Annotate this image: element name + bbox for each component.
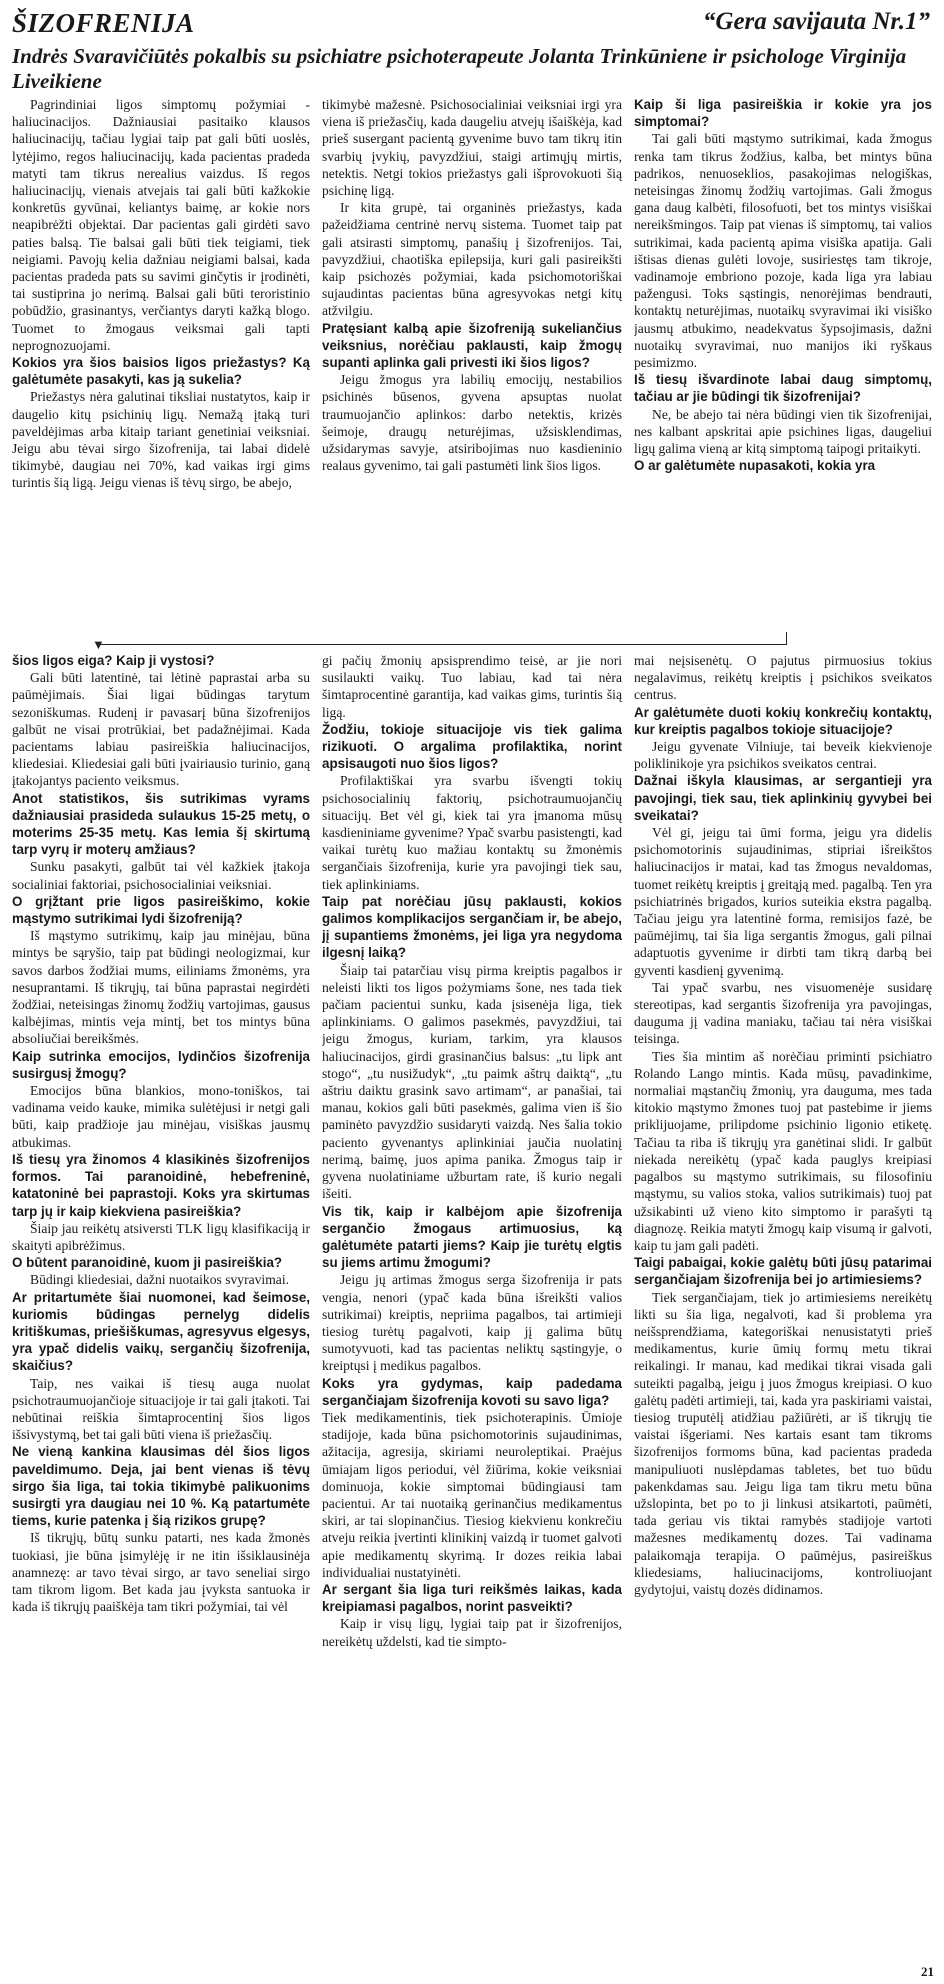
interview-question: Kaip ši liga pasireiškia ir kokie yra jos simptomai? <box>634 97 932 130</box>
interview-question: Iš tiesų yra žinomos 4 klasikinės šizofrenijos formos. Tai paranoidinė, hebefreninė, katatoninė bei paprastoji. Koks yra skirtumas tarp jų ir kaip kiekviena pasireiškia? <box>12 1151 310 1219</box>
answer-paragraph: Jeigu žmogus yra labilių emocijų, nestabilios psichinės būsenos, gyvena apsuptas nuolat traumuojančio aplinkos: darbo netektis, krizės šeimoje, draugų neturėjimas, užsisklendimas, užsidarymas savyje, atsiribojimas nuo kasdieninio realaus gyvenimo, tai gali pastumėti link šios ligos. <box>322 372 622 474</box>
answer-paragraph: Emocijos būna blankios, mono-toniškos, tai vadinama veido kauke, mimika sulėtėjusi ir netgi gali būti, kaip pradžioje jau minėjau, visiškas jausmų atbukimas. <box>12 1083 310 1150</box>
answer-paragraph: tikimybė mažesnė. Psichosocialiniai veiksniai irgi yra viena iš priežasčių, kada daugeliu atvejų išaiškėja, kad prieš susergant pacientą gyvenime buvo tam tikrų itin svarbių įvykių, pavyzdžiui, staigi artimųjų mirtis, netektis. Netgi tokios priežastys gali išprovokuoti šią psichinę ligą. <box>322 97 622 199</box>
interview-question: Ar pritartumėte šiai nuomonei, kad šeimose, kuriomis būdingas pernelyg didelis kritiškumas, priešiškumas, agresyvus elgesys, yra ypač didelis vaikų, sergančių šizofrenija, skaičius? <box>12 1289 310 1374</box>
interview-question: Pratęsiant kalbą apie šizofreniją sukeliančius veiksnius, norėčiau paklausti, kaip žmogų supanti aplinka gali privesti iki šios ligos? <box>322 320 622 371</box>
bottom-column-2 <box>322 652 622 1962</box>
interview-question: Anot statistikos, šis sutrikimas vyrams dažniausiai prasideda sulaukus 15-25 metų, o moterims 25-35 metų. Kas lemia šį skirtumą tarp vyrų ir moterų amžiaus? <box>12 790 310 858</box>
answer-paragraph: Jeigu jų artimas žmogus serga šizofrenija ir pats vengia, nenori (ypač kada būna išreikšti valios sutrikimai) kreiptis, nepriima pagalbos, tai artimieji tiesiog turėtų pagalvoti, kaip jį galima būtų sumotyvuoti, kad tas pacientas neliktų sąstingyje, o kreiptųsi į medikus pagalbos. <box>322 1272 622 1374</box>
interview-question: O būtent paranoidinė, kuom ji pasireiškia? <box>12 1255 283 1271</box>
answer-paragraph: Iš mąstymo sutrikimų, kaip jau minėjau, būna mintys be sąryšio, taip pat būdingi neologizmai, kur savos darbos žodžiai mums, eiliniams žmonėms, yra nesuprantami. Iš tikrųjų, tai būna paprastai negirdėti žodžiai, neteisingas žinomų žodžių vartojimas, gausus kalbėjimas, mintis veja mintį, bet tos mintys būna absoliučiai bereikšmės. <box>12 928 310 1047</box>
top-column-1 <box>12 96 310 622</box>
interview-question: Žodžiu, tokioje situacijoje vis tiek galima rizikuoti. O argalima profilaktika, norint apsisaugoti nuo šios ligos? <box>322 721 622 772</box>
answer-paragraph: Tai ypač svarbu, nes visuomenėje susidarę stereotipas, kad sergantis šizofrenija yra pavojingas, dauguma jį vadina maniaku, tačiau tai nėra visiškai teisinga. <box>634 979 932 1047</box>
continuation-rule-vertical <box>786 632 787 645</box>
article-subtitle: Indrės Svaravičiūtės pokalbis su psichiatre psichoterapeute Jolanta Trinkūniene ir psichologe Virginija Liveikiene <box>12 44 907 93</box>
answer-paragraph: Šiaip tai patarčiau visų pirma kreiptis pagalbos ir neleisti likti tos ligos pożymiams šone, nes tada tiek pačiam pacientui sunku, kada įsisenėja liga, tiek aplinkiniams. O galimos pasekmės, pavyzdžiui, tai jeigu žmogus, kuriam, tarkim, yra klausos haliucinacijos, girdi grasinančius balsus: „tu lipk ant stogo“, „tu nusižudyk“, „tu paimk aštrų daiktą“, „tu aštriu daiktu grasink savo artimam“, ar panašiai, tai manau, kokios gali būti pasekmės, galima vien iš šio paminėto pavyzdžio susidaryti vaizdą. Nes šalia tokio paciento gyvenantys aplinkiniai jaučia nuolatinį nerimą, baimę, juos apima panika. Žmogus taip ir gyvena nuolatiniame užburtam rate, iš kurio negali išeiti. <box>322 962 622 1202</box>
top-column-3 <box>634 96 932 622</box>
bottom-column-3 <box>634 652 932 1962</box>
continuation-arrow-icon: ▼ <box>92 637 105 652</box>
answer-paragraph: Ir kita grupė, tai organinės priežastys, kada pažeidžiama centrinė nervų sistema. Tuomet taip pat gali atsirasti simptomų, panašių į šizofrenijos. Tai, pavyzdžiui, chaotiška epilepsija, kuri gali pasireikšti kaip psichozės požymiai, kada psichomotoriškai sujaudintas pacientas būna agresyvokas netgi kitų atžvilgiu. <box>322 200 622 319</box>
interview-question: O grįžtant prie ligos pasireiškimo, kokie mąstymo sutrikimai lydi šizofreniją? <box>12 893 310 927</box>
answer-paragraph: Kaip ir visų ligų, lygiai taip pat ir šizofrenijos, nereikėtų uždelsti, kad tie simpto- <box>322 1616 622 1649</box>
answer-paragraph: Tai gali būti mąstymo sutrikimai, kada žmogus renka tam tikrus žodžius, kalba, bet mintys būna padrikos, nenuoseklios, pasakojimas nelogiškas, neteisingas žinomų žodžių vartojimas. Gali žmogus gana daug kalbėti, filosofuoti, bet tos mintys visiškai nereikšmingos. Taip pat vienas iš simptomų, tai valios sutrikimai, kada pacientą apima visiška apatija. Gali ištisas dienas gulėti lovoje, susiriestęs tam tikroje, vadinamoje embriono pozoje, kada liga yra labiau pažengusi. Toks sąstingis, nenorėjimas bendrauti, kontaktų neturėjimas, nuotaikų svyravimai iki visiško jausmų atbukimo, neadekvatus šypsojimasis, dažni nuotaikų svyravimai, nuo manijos iki ryškaus pesimizmo. <box>634 131 932 371</box>
answer-paragraph: Iš tikrųjų, būtų sunku patarti, nes kada žmonės tuokiasi, jie būna įsimylėję ir ne itin išsiklausinėja anamnezę: ar tavo tėvai sirgo, ar tavo seneliai sirgo tam tikrom ligom. Bet kada jau įvyksta santuoka ir kada iš tikrųjų paaiškėja tam tikri požymiai, tai vėl <box>12 1530 310 1615</box>
interview-question: Ar galėtumėte duoti kokių konkrečių kontaktų, kur kreiptis pagalbos tokioje situacijoje? <box>634 704 932 737</box>
interview-question: Koks yra gydymas, kaip padedama sergančiajam šizofrenija kovoti su savo liga? <box>322 1375 622 1408</box>
answer-paragraph: Tiek medikamentinis, tiek psichoterapinis. Ūmioje stadijoje, kada būna psichomotorinis sujaudinimas, ažitacija, agresija, skiriami neuroleptikai. Praėjus ūmiajam ligos periodui, vėl žiūrima, kokie veiksniai dominuoja, kokie simptomai būdingiausi tam pacientui. Ar tai nuotaiką gerinančius medikamentus skiri, ar tai slopinančius. Tiesiog kiekvienu konkrečiu atveju reikia įvertinti klinikinį vaizdą ir tuomet galvoti apie medikamentų skyrimą. Ir dozes reikia labai individualiai nustatyinėti. <box>322 1409 622 1580</box>
answer-paragraph: Būdingi kliedesiai, dažni nuotaikos svyravimai. <box>30 1272 289 1288</box>
answer-paragraph: Priežastys nėra galutinai tiksliai nustatytos, kaip ir daugelio kitų psichinių ligų. Nemažą įtaką turi paveldėjimas arba kitaip tariant genetiniai veiksniai. Jeigu abu tėvai sirgo šizofrenija, tai labai didelė tikimybė, daugiau nei 70%, kad vaikas irgi gims turintis šią ligą. Jeigu vienas iš tėvų sirgo, be abejo, <box>12 389 310 491</box>
page-number: 21 <box>921 1964 934 1979</box>
answer-paragraph: Profilaktiškai yra svarbu išvengti tokių psichosocialinių faktorių, psichotraumuojančių situacijų. Bet vėl gi, kiek tai yra įmanoma mūsų kasdieniniame gyvenime? Ypač svarbu pasistengti, kad vaikai turėtų kuo mažiau kontaktų su žmonėmis sergančiais šizofrenija, kurie yra pavojingi tiek sau, tiek aplinkiniams. <box>322 773 622 892</box>
answer-paragraph: Sunku pasakyti, galbūt tai vėl kažkiek įtakoja socialiniai faktoriai, psichosocialiniai veiksniai. <box>12 859 310 892</box>
interview-question: O ar galėtumėte nupasakoti, kokia yra <box>634 458 876 474</box>
interview-question: Kaip sutrinka emocijos, lydinčios šizofrenija susirgusį žmogų? <box>12 1048 310 1081</box>
answer-paragraph: Jeigu gyvenate Vilniuje, tai beveik kiekvienoje poliklinikoje yra psichikos sveikatos centrai. <box>634 739 932 772</box>
answer-paragraph: Ne, be abejo tai nėra būdingi vien tik šizofrenijai, nes kalbant apskritai apie psichines ligas, daugeliui ligų galima vieną ar kitą simptomą taipogi pritaikyti. <box>634 406 932 457</box>
interview-question: Vis tik, kaip ir kalbėjom apie šizofrenija sergančio žmogaus artimuosius, ką galėtumėte patarti jiems? Kaip jie turėtų elgtis su jiems artimu žmogumi? <box>322 1203 622 1271</box>
answer-paragraph: gi pačių žmonių apsisprendimo teisė, ar jie nori susilaukti vaikų. Tuo labiau, kad tai nėra šimtaprocentinė garantija, kad vaikas gims, turintis šią ligą. <box>322 653 622 720</box>
interview-question: Kokios yra šios baisios ligos priežastys? Ką galėtumėte pasakyti, kas ją sukelia? <box>12 355 310 388</box>
interview-question: Taigi pabaigai, kokie galėtų būti jūsų patarimai sergančiajam šizofrenija bei jo artimiesiems? <box>634 1255 932 1288</box>
interview-question: Taip pat norėčiau jūsų paklausti, kokios galimos komplikacijos sergančiam ir, be abejo, jį supantiems žmonėms, jei liga yra negydoma ilgesnį laiką? <box>322 893 622 961</box>
answer-paragraph: Pagrindiniai ligos simptomų požymiai - haliucinacijos. Dažniausiai pasitaiko klausos haliucinacijų, tačiau lygiai taip pat gali būti uoslės, lytėjimo, regos haliucinacijų, kada pacientas pradeda matyti tam tikrus nerealius vaizdus. Iš regos haliucinacijų, vienais atvejais tai gali būti kažkokie konkretūs gyvūnai, keliantys baimę, ar kokie nors neapibrėžti objektai. Dar pacientas gali girdėti savo paties balsą. Tie balsai gali būti tiek teigiami, tiek neigiami. Pavojų kelia dažniau neigiami balsai, kada pacientas pradeda pats su savimi ginčytis ir įrodinėti, tai sustiprina jo nerimą. Balsai gali būti teroristinio pobūdžio, grasinantys, verčiantys daryti kažką blogo. Tuomet to žmogaus veiksmai gali tapti neprognozuojami. <box>12 97 310 353</box>
interview-question: Iš tiesų išvardinote labai daug simptomų, tačiau ar jie būdingi tik šizofrenijai? <box>634 372 932 405</box>
interview-question: šios ligos eiga? Kaip ji vystosi? <box>12 653 215 668</box>
answer-paragraph: Gali būti latentinė, tai lėtinė paprastai arba su paūmėjimais. Šiai ligai būdingas tarytum sezoniškumas. Rudenį ir pavasarį būna šizofrenijos galbūt ne visai protrūkiai, bet padažnėjimai. Kada pacientams labiau pasireiškia haliucinacijos, kliedesiai. Kliedesiai gali būti įvairiausio turinio, ganą įtakojantys paciento veiksmus. <box>12 670 310 789</box>
interview-question: Dažnai iškyla klausimas, ar sergantieji yra pavojingi, tiek sau, tiek aplinkinių gyvybei bei sveikatai? <box>634 773 932 823</box>
interview-question: Ne vieną kankina klausimas dėl šios ligos paveldimumo. Deja, jai bent vienas iš tėvų sirgo šia liga, tai tokia tikimybė palikuonims susirgti yra daugiau nei 10 %. Ką patartumėte tiems, kurie patenka į šią rizikos grupę? <box>12 1444 310 1529</box>
answer-paragraph: Tiek sergančiajam, tiek jo artimiesiems nereikėtų likti su šia liga, negalvoti, kad ši problema yra neišsprendžiama, kategoriškai nenusistatyti prieš medikamentus, kurie ūmių formų metu tikrai reikalingi. Ir manau, kad medikai tikrai visada gali suteikti pagalbą, jeigu į juos žmogus kreipiasi. O kuo galėtų padėti artimieji, tai, kada yra paskiriami vaistai, tiesiog truputėlį atidžiau pažiūrėti, ar iš tikrųjų tie vaistai išgeriami. Nes kartais esant tam tikroms šizofrenijos formoms būna, kad pacientas pradeda manipuliuoti nuslėpdamas tabletes, bet tuo būdu pakenkdamas sau. Jeigu liga tam tikru metu būna užslopinta, bet po to ji linkusi atsikartoti, paūmėti, tada geriau vis tiktai ramybės stadijoje vartoti mažesnes medikamentų dozes. Tai vadinama palaikomąja terapija. O paūmėjus, pasireiškus kliedesiams, haliucinacijoms, kontroliuojant gydytojui, vaistų dozės didinamos. <box>634 1289 932 1597</box>
continuation-rule <box>100 644 786 645</box>
answer-paragraph: mai neįsisenėtų. O pajutus pirmuosius tokius negalavimus, reikėtų kreiptis į psichikos sveikatos centrus. <box>634 653 932 703</box>
bottom-column-1 <box>12 652 310 1962</box>
answer-paragraph: Ties šia mintim aš norėčiau priminti psichiatro Rolando Lango mintis. Kada mūsų, pavadinkime, normaliai mąstančių žmonių, yra dauguma, mes tada kitokio mąstymo žmones tuoj pat pastebime ir jiems priklijuojame, prilipdome psichinio ligonio etiketę. Tačiau ta riba iš tikrųjų yra ganėtinai slidi. Ir galbūt niekada nereikėtų (ypač kada pauglys kreipiasi pagalbos su mąstymo sutrikimais, su filosofiniu mąstymu, su valios stoka, valios sutrikimais) tuoj pat užsikabinti už vieno kito simptomo ir parašyti tą diagnozę. Reikia matyti žmogų kaip visumą ir galvoti, kaip tu jam gali padėti. <box>634 1048 932 1253</box>
answer-paragraph: Šiaip jau reikėtų atsiversti TLK ligų klasifikaciją ir skaityti apibrėžimus. <box>12 1220 310 1253</box>
interview-question: Ar sergant šia liga turi reikšmės laikas, kada kreipiamasi pagalbos, norint pasveikti? <box>322 1581 622 1615</box>
series-label: “Gera savijauta Nr.1” <box>702 8 930 35</box>
top-column-2 <box>322 96 622 622</box>
article-title: ŠIZOFRENIJA <box>12 8 195 38</box>
answer-paragraph: Vėl gi, jeigu tai ūmi forma, jeigu yra didelis psichomotorinis sujaudinimas, stipriai išreikštos haliucinacijos ir matai, kad tas žmogus nevaldomas, tuomet reikėtų kreiptis į greitąją med. pagalbą. Ten yra psichiatrinės brigados, kurios suteikia ekstra pagalbą. Tačiau jeigu yra latentinė forma, remisijos fazė, be paūmėjimų, tai šia liga sergantis žmogus, gali pilnai adaptuotis gyvenime ir dirbti tam tikrą darbą bei gyventi kasdienį gyvenimą. <box>634 825 932 978</box>
answer-paragraph: Taip, nes vaikai iš tiesų auga nuolat psichotraumuojančioje situacijoje ir tai gali įtakoti. Tai nebūtinai reiškia šimtaprocentinį šios ligos išsivystymą, bet tai gali būti viena iš priežasčių. <box>12 1375 310 1443</box>
